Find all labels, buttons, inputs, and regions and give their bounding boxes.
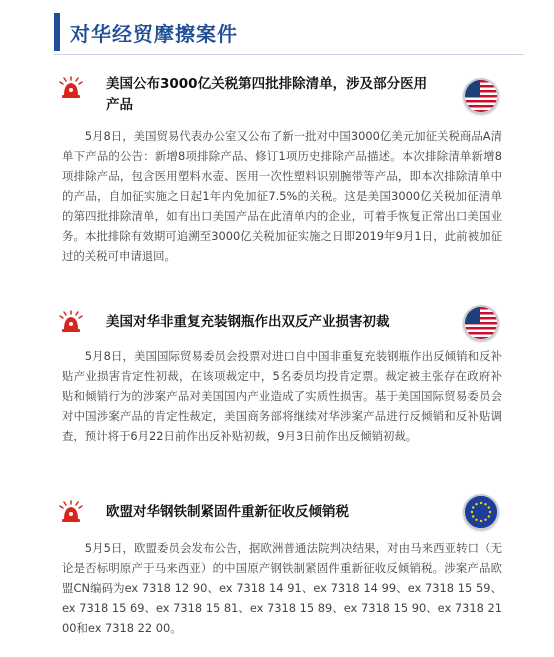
- case-title: 美国公布3000亿关税第四批排除清单，涉及部分医用产品: [106, 76, 428, 113]
- eu-flag-icon: [463, 494, 499, 530]
- section-header: [54, 12, 238, 52]
- header-accent-bar: [54, 13, 60, 51]
- alarm-icon: [58, 76, 84, 100]
- page-title: 对华经贸摩擦案件: [70, 21, 238, 46]
- usa-flag-icon: [463, 78, 499, 114]
- header-divider: [54, 54, 524, 55]
- case-title: 欧盟对华钢铁制紧固件重新征收反倾销税: [106, 504, 349, 520]
- case-body: 5月5日，欧盟委员会发布公告，据欧洲普通法院判决结果，对由马来西亚转口（无论是否标明原产于马来西亚）的中国原产钢铁制紧固件重新征收反倾销税。涉案产品欧盟CN编码为ex 7318 12 90、ex 7318 14 91、ex 7318 14 99、ex 7318 15 59、ex 7318 15 69、ex 7318 15 81、ex 7318 15 89、ex 7318 15 90、ex 7318 21 00和ex 7318 22 00。: [62, 541, 502, 635]
- usa-flag-icon: [463, 305, 499, 341]
- case-body: 5月8日，美国国际贸易委员会投票对进口自中国非重复充装钢瓶作出反倾销和反补贴产业损害肯定性初裁，在该项裁定中，5名委员均投肯定票。裁定被主张存在政府补贴和倾销行为的涉案产品对美国国内产业造成了实质性损害。基于美国国际贸易委员会对中国涉案产品的肯定性裁定，美国商务部将继续对华涉案产品进行反倾销和反补贴调查，预计将于6月22日前作出反补贴初裁，9月3日前作出反倾销初裁。: [62, 349, 502, 443]
- alarm-icon: [58, 310, 84, 334]
- case-title: 美国对华非重复充装钢瓶作出双反产业损害初裁: [106, 314, 390, 330]
- alarm-icon: [58, 500, 84, 524]
- case-body: 5月8日，美国贸易代表办公室又公布了新一批对中国3000亿美元加征关税商品A清单下产品的公告：新增8项排除产品、修订1项历史排除产品描述。本次排除清单新增8项排除产品，包含医用塑料水壶、医用一次性塑料识别腕带等产品，即本次排除清单中的产品，自加征实施之日起1年内免加征7.5%的关税。这是美国3000亿关税加征清单的第四批排除清单，如有出口美国产品在此清单内的企业，可着手恢复正常出口美国业务。本批排除有效期可追溯至3000亿关税加征实施之日即2019年9月1日，此前被加征过的关税可申请退回。: [62, 129, 502, 263]
